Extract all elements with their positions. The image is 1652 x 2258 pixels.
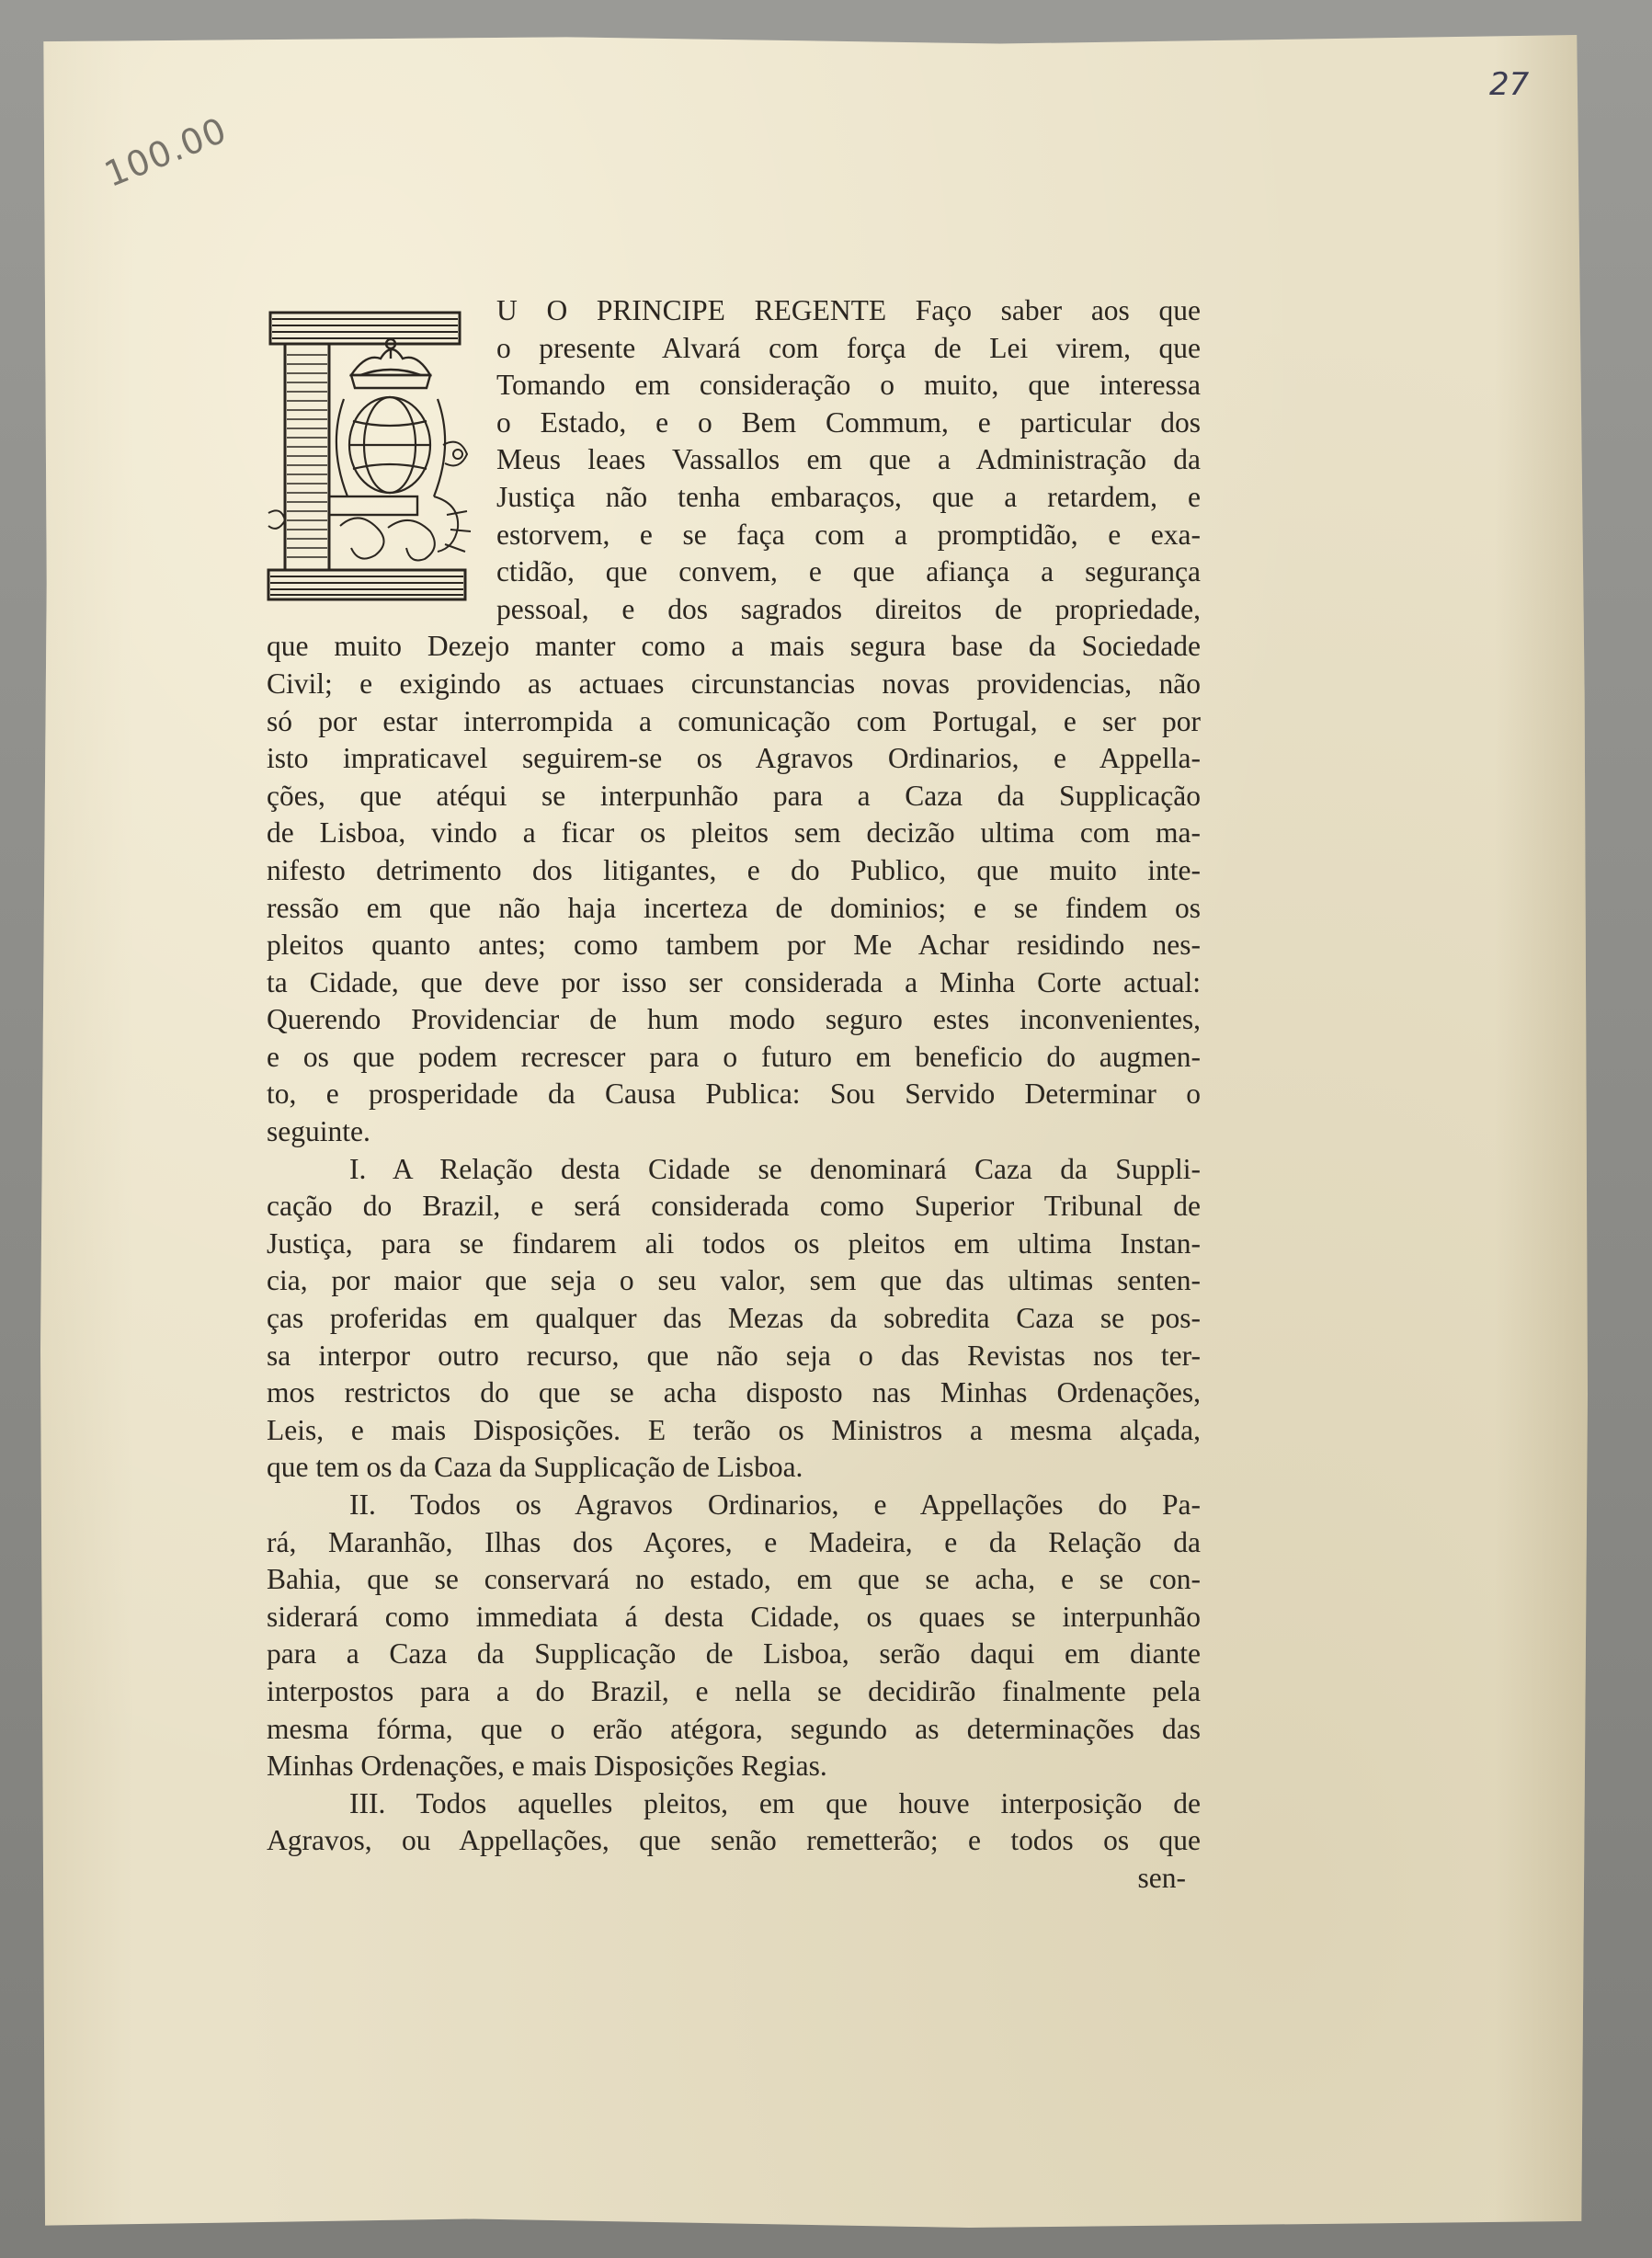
text-line: cia, por maior que seja o seu valor, sem que das ultimas senten- <box>267 1264 1201 1297</box>
text-line: o presente Alvará com força de Lei virem, que <box>496 331 1201 364</box>
text-line: ções, que atéqui se interpunhão para a Caza da Supplicação <box>267 779 1201 812</box>
text-line: Leis, e mais Disposições. E terão os Ministros a mesma alçada, <box>267 1413 1201 1446</box>
text-line: pessoal, e dos sagrados direitos de propriedade, <box>496 592 1201 625</box>
text-line: mesma fórma, que o erão atégora, segundo as determinações das <box>267 1712 1201 1745</box>
text-line: rá, Maranhão, Ilhas dos Açores, e Madeira, e da Relação da <box>267 1525 1201 1558</box>
text-line: que muito Dezejo manter como a mais segura base da Sociedade <box>267 630 1201 663</box>
text-line: estorvem, e se faça com a promptidão, e exa- <box>496 518 1201 551</box>
decree-text-block <box>267 292 1201 1898</box>
section-i-line: I. A Relação desta Cidade se denominará Caza da Suppli- <box>349 1152 1201 1185</box>
text-line: mos restrictos do que se acha disposto nas Minhas Ordenações, <box>267 1376 1201 1409</box>
text-line: interpostos para a do Brazil, e nella se decidirão finalmente pela <box>267 1674 1201 1707</box>
text-line: cação do Brazil, e será considerada como Superior Tribunal de <box>267 1190 1201 1223</box>
text-line: U O PRINCIPE REGENTE Faço saber aos que <box>496 294 1201 326</box>
text-line: Querendo Providenciar de hum modo seguro estes inconvenientes, <box>267 1003 1201 1036</box>
section-iii-line: III. Todos aquelles pleitos, em que houve interposição de <box>349 1786 1201 1819</box>
text-line: sa interpor outro recurso, que não seja o das Revistas nos ter- <box>267 1339 1201 1372</box>
text-line: para a Caza da Supplicação de Lisboa, serão daqui em diante <box>267 1637 1201 1671</box>
text-line: isto impraticavel seguirem-se os Agravos Ordinarios, e Appella- <box>267 742 1201 775</box>
text-line: to, e prosperidade da Causa Publica: Sou Servido Determinar o <box>267 1078 1201 1111</box>
text-line: Bahia, que se conservará no estado, em que se acha, e se con- <box>267 1563 1201 1596</box>
text-line: Minhas Ordenações, e mais Disposições Regias. <box>267 1750 827 1783</box>
section-ii-line: II. Todos os Agravos Ordinarios, e Appellações do Pa- <box>349 1488 1201 1521</box>
text-line: ressão em que não haja incerteza de dominios; e se findem os <box>267 891 1201 924</box>
text-line: de Lisboa, vindo a ficar os pleitos sem decizão ultima com ma- <box>267 816 1201 850</box>
text-line: siderará como immediata á desta Cidade, os quaes se interpunhão <box>267 1600 1201 1633</box>
text-line: e os que podem recrescer para o futuro em beneficio do augmen- <box>267 1040 1201 1073</box>
text-line: Tomando em consideração o muito, que interessa <box>496 369 1201 402</box>
text-line: que tem os da Caza da Supplicação de Lisboa. <box>267 1451 803 1484</box>
catalog-mark: 100.00 <box>98 109 233 195</box>
text-line: pleitos quanto antes; como tambem por Me Achar residindo nes- <box>267 929 1201 962</box>
catchword: sen- <box>1137 1861 1186 1894</box>
text-line: Agravos, ou Appellações, que senão remetterão; e todos os que <box>267 1824 1201 1857</box>
text-line: ta Cidade, que deve por isso ser considerada a Minha Corte actual: <box>267 965 1201 998</box>
text-line: ças proferidas em qualquer das Mezas da sobredita Caza se pos- <box>267 1302 1201 1335</box>
folio-number: 27 <box>1489 66 1530 103</box>
text-line: nifesto detrimento dos litigantes, e do Publico, que muito inte- <box>267 853 1201 886</box>
text-line: o Estado, e o Bem Commum, e particular dos <box>496 405 1201 439</box>
text-line: ctidão, que convem, e que afiança a segurança <box>496 555 1201 588</box>
text-line: Justiça não tenha embaraços, que a retardem, e <box>496 480 1201 513</box>
text-line: Justiça, para se findarem ali todos os pleitos em ultima Instan- <box>267 1226 1201 1260</box>
text-line: só por estar interrompida a comunicação com Portugal, e ser por <box>267 704 1201 737</box>
text-line: Civil; e exigindo as actuaes circunstancias novas providencias, não <box>267 667 1201 700</box>
text-line: Meus leaes Vassallos em que a Administração da <box>496 443 1201 476</box>
text-line: seguinte. <box>267 1115 370 1148</box>
